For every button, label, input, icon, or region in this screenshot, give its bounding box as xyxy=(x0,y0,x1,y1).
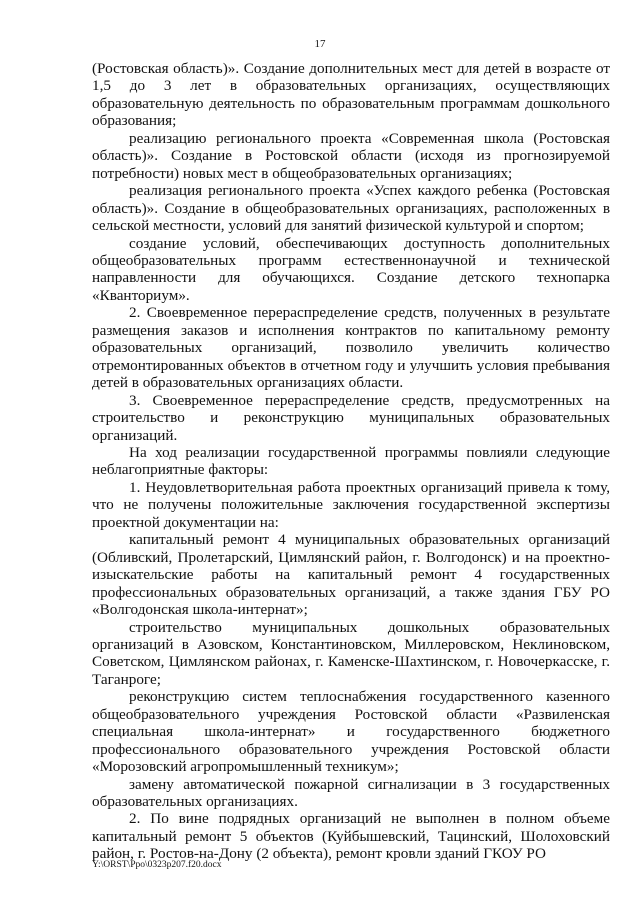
paragraph: реконструкцию систем теплоснабжения государственного казенного общеобразовательного учреждения Ростовской области «Развиленская специальная школа-интернат» и государственного бюджетного профессионального образовательного учреждения Ростовской области «Морозовский агропромышленный техникум»; xyxy=(92,688,610,776)
document-body xyxy=(92,60,610,863)
paragraph: строительство муниципальных дошкольных образовательных организаций в Азовском, Константиновском, Миллеровском, Неклиновском, Советском, Цимлянском районах, г. Каменске-Шахтинском, г. Новочеркасске, г. Таганроге; xyxy=(92,618,610,688)
paragraph: На ход реализации государственной программы повлияли следующие неблагоприятные факторы: xyxy=(92,443,610,479)
paragraph: 2. По вине подрядных организаций не выполнен в полном объеме капитальный ремонт 5 объектов (Куйбышевский, Тацинский, Шолоховский район, г. Ростов-на-Дону (2 объекта), ремонт кровли зданий ГКОУ РО xyxy=(92,810,610,863)
paragraph: замену автоматической пожарной сигнализации в 3 государственных образовательных организациях. xyxy=(92,775,610,811)
paragraph: реализацию регионального проекта «Современная школа (Ростовская область)». Создание в Ростовской области (исходя из прогнозируемой потребности) новых мест в общеобразовательных организациях; xyxy=(92,129,610,182)
page-number: 17 xyxy=(314,38,326,50)
paragraph: капитальный ремонт 4 муниципальных образовательных организаций (Обливский, Пролетарский, Цимлянский район, г. Волгодонск) и на проектно-изыскательские работы на капитальный ремонт 4 государственных профессиональных образовательных организаций, а также здания ГБУ РО «Волгодонская школа-интернат»; xyxy=(92,531,610,619)
paragraph: 1. Неудовлетворительная работа проектных организаций привела к тому, что не получены положительные заключения государственной экспертизы проектной документации на: xyxy=(92,478,610,531)
paragraph: создание условий, обеспечивающих доступность дополнительных общеобразовательных программ естественнонаучной и технической направленности для обучающихся. Создание детского технопарка «Кванториум». xyxy=(92,234,610,304)
paragraph: 3. Своевременное перераспределение средств, предусмотренных на строительство и реконструкцию муниципальных образовательных организаций. xyxy=(92,391,610,444)
paragraph: 2. Своевременное перераспределение средств, полученных в результате размещения заказов и исполнения контрактов по капитальному ремонту образовательных организаций, позволило увеличить количество отремонтированных объектов в отчетном году и улучшить условия пребывания детей в образовательных организациях области. xyxy=(92,304,610,392)
paragraph: (Ростовская область)». Создание дополнительных мест для детей в возрасте от 1,5 до 3 лет в образовательных организациях, осуществляющих образовательную деятельность по образовательным программам дошкольного образования; xyxy=(92,60,610,130)
file-path-footer: Y:\ORST\Ppo\0323p207.f20.docx xyxy=(92,860,222,870)
paragraph: реализация регионального проекта «Успех каждого ребенка (Ростовская область)». Создание в общеобразовательных организациях, расположенных в сельской местности, условий для занятий физической культурой и спортом; xyxy=(92,182,610,235)
